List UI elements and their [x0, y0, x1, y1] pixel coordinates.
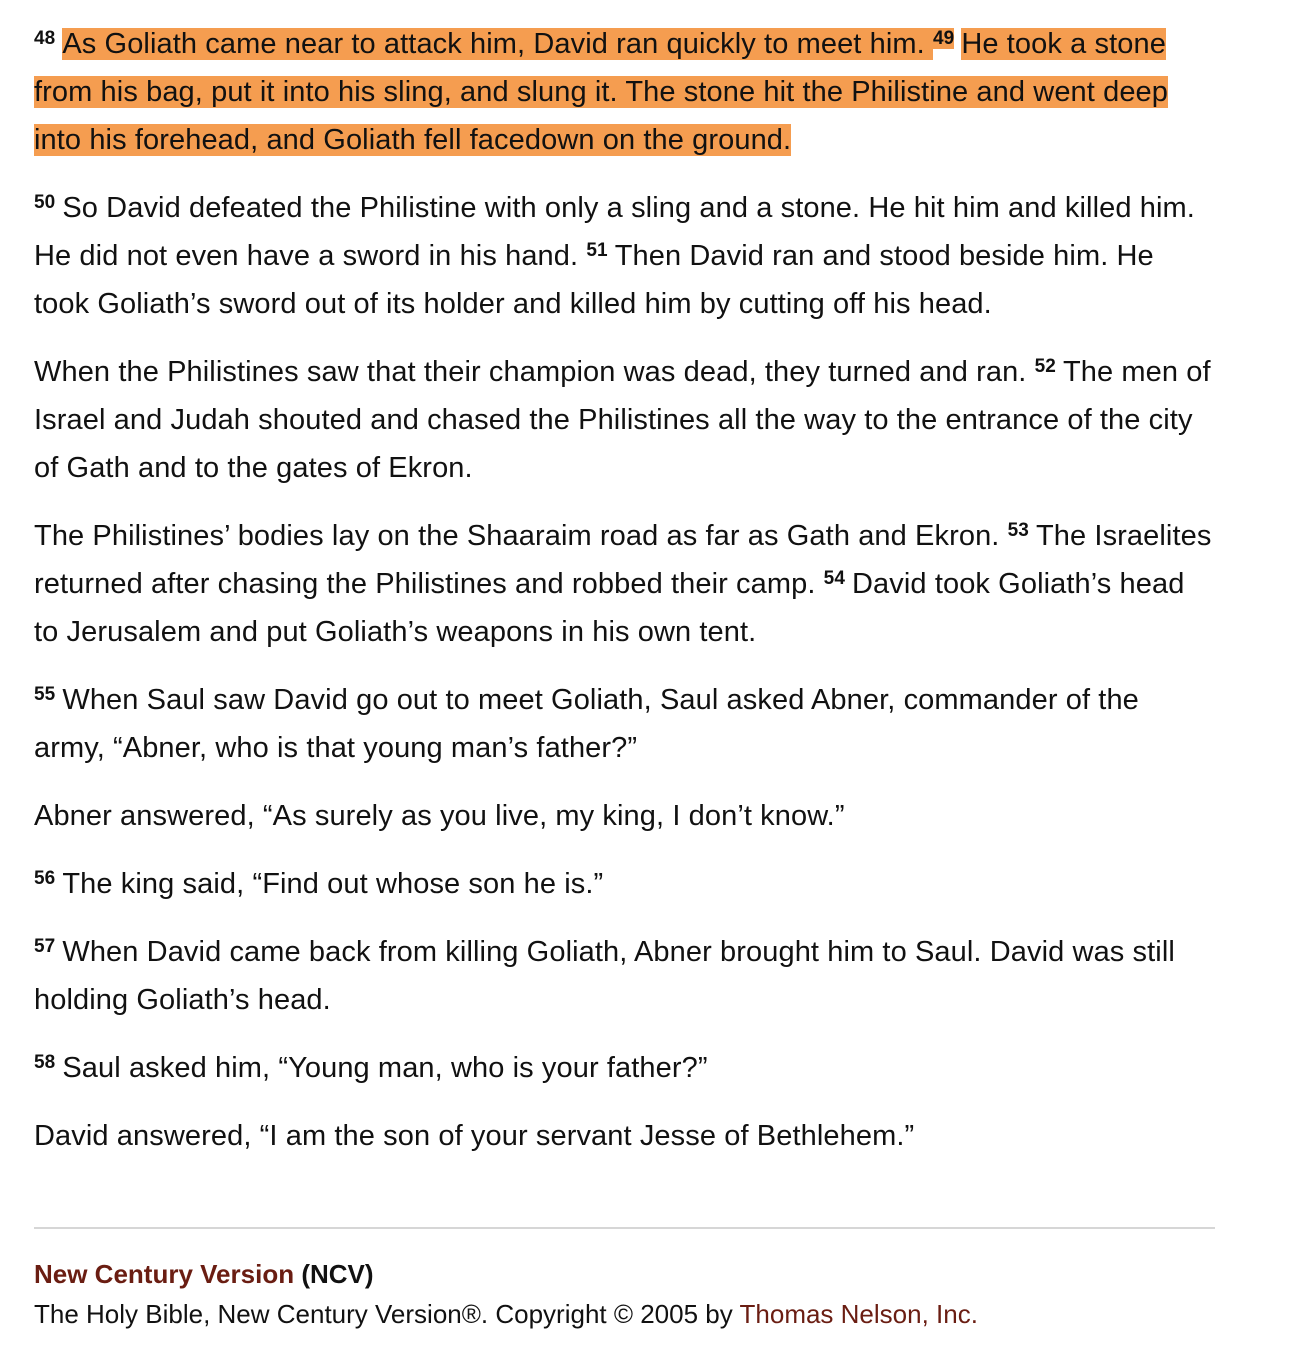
- verse-text-56[interactable]: The king said, “Find out whose son he is.”: [62, 868, 604, 900]
- paragraph-55-continued: [34, 792, 1214, 840]
- paragraph-48-49: [34, 20, 1214, 164]
- bible-passage: [34, 20, 1214, 1180]
- verse-number-56[interactable]: 56: [34, 868, 56, 889]
- verse-text-52[interactable]: The men of Israel and Judah shouted and chased the Philistines all the way to the entrance of the city of Gath and to the gates of Ekron.: [34, 356, 1211, 484]
- version-footer: [34, 1254, 1214, 1334]
- paragraph-50-51: [34, 184, 1214, 328]
- verse-number-54[interactable]: 54: [823, 568, 846, 589]
- verse-text-52-continued[interactable]: The Philistines’ bodies lay on the Shaaraim road as far as Gath and Ekron.: [34, 520, 1000, 552]
- copyright-line: [34, 1294, 1214, 1334]
- verse-text-57[interactable]: When David came back from killing Goliath, Abner brought him to Saul. David was still holding Goliath’s head.: [34, 936, 1175, 1016]
- verse-number-50[interactable]: 50: [34, 192, 56, 213]
- paragraph-57: [34, 928, 1214, 1024]
- verse-text-54[interactable]: David took Goliath’s head to Jerusalem and put Goliath’s weapons in his own tent.: [34, 568, 1185, 648]
- version-name-link[interactable]: New Century Version: [34, 1259, 295, 1289]
- copyright-text: The Holy Bible, New Century Version®. Copyright © 2005 by: [34, 1299, 740, 1329]
- verse-text-55[interactable]: When Saul saw David go out to meet Goliath, Saul asked Abner, commander of the army, “Abner, who is that young man’s father?”: [34, 684, 1139, 764]
- paragraph-58-continued: [34, 1112, 1214, 1160]
- publisher-link[interactable]: Thomas Nelson, Inc.: [739, 1299, 978, 1329]
- footer-divider: [34, 1227, 1215, 1229]
- verse-number-55[interactable]: 55: [34, 684, 56, 705]
- version-line: [34, 1254, 1214, 1294]
- verse-text-51[interactable]: Then David ran and stood beside him. He took Goliath’s sword out of its holder and killed him by cutting off his head.: [34, 240, 1154, 320]
- paragraph-53-54: [34, 512, 1214, 656]
- verse-number-52[interactable]: 52: [1034, 356, 1056, 377]
- verse-text-48[interactable]: As Goliath came near to attack him, David ran quickly to meet him.: [62, 28, 925, 60]
- verse-text-51-continued[interactable]: When the Philistines saw that their champion was dead, they turned and ran.: [34, 356, 1027, 388]
- verse-number-58[interactable]: 58: [34, 1052, 56, 1073]
- verse-text-53[interactable]: The Israelites returned after chasing the Philistines and robbed their camp.: [34, 520, 1212, 600]
- paragraph-55: [34, 676, 1214, 772]
- verse-number-48[interactable]: 48: [34, 28, 56, 49]
- paragraph-52: [34, 348, 1214, 492]
- verse-number-53[interactable]: 53: [1007, 520, 1029, 541]
- paragraph-56: [34, 860, 1214, 908]
- verse-text-49[interactable]: He took a stone from his bag, put it into his sling, and slung it. The stone hit the Philistine and went deep into his forehead, and Goliath fell facedown on the ground.: [34, 28, 1168, 156]
- verse-text-58[interactable]: Saul asked him, “Young man, who is your father?”: [62, 1052, 708, 1084]
- version-abbreviation: (NCV): [301, 1259, 374, 1289]
- verse-text-58-continued[interactable]: David answered, “I am the son of your servant Jesse of Bethlehem.”: [34, 1120, 915, 1152]
- verse-text-50[interactable]: So David defeated the Philistine with only a sling and a stone. He hit him and killed him. He did not even have a sword in his hand.: [34, 192, 1195, 272]
- verse-number-49[interactable]: 49: [932, 28, 955, 49]
- verse-number-57[interactable]: 57: [34, 936, 56, 957]
- verse-number-51[interactable]: 51: [586, 240, 608, 261]
- paragraph-58: [34, 1044, 1214, 1092]
- verse-text-55-continued[interactable]: Abner answered, “As surely as you live, my king, I don’t know.”: [34, 800, 845, 832]
